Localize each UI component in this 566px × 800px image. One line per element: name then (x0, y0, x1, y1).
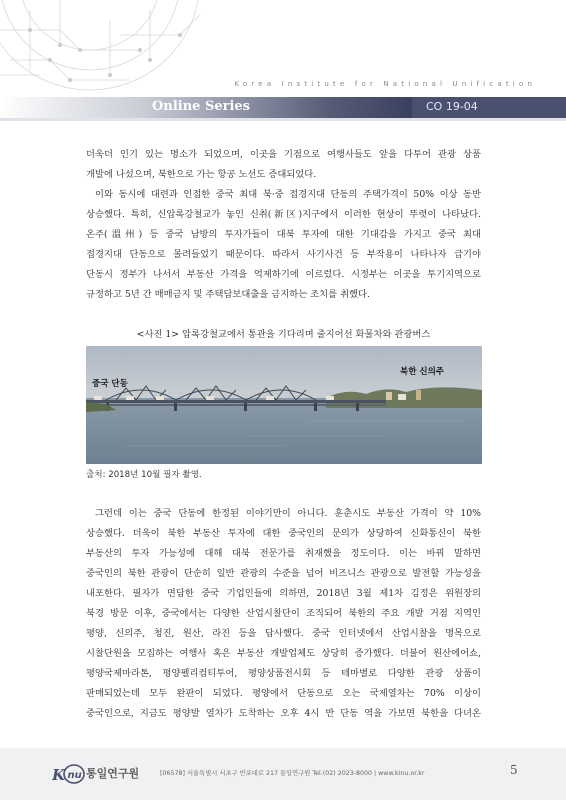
svg-text:nu: nu (67, 770, 82, 781)
institute-name: Korea Institute for National Unification (234, 79, 536, 88)
text-line: 이와 동시에 대련과 인접한 중국 최대 북·중 접경지대 단동의 주택가격이 50% 이상 동반 (95, 189, 481, 200)
text-line: 중국인으로, 지금도 평양발 열차가 도착하는 오후 4시 반 단동 역을 가보면 북한을 다녀온 (86, 708, 481, 719)
text-line: 그런데 이는 중국 단동에 한정된 이야기만이 아니다. 훈춘시도 부동산 가격이 약 10% (95, 508, 481, 519)
text-line: 상승했다. 더욱이 북한 부동산 투자에 대한 중국인의 문의가 상당하여 신화통신이 북한 (86, 528, 481, 539)
text-line: 북경 방문 이후, 중국에서는 다양한 산업시찰단이 조직되어 북한의 주요 개발 거점 지역인 (86, 608, 481, 619)
text-line: 평양, 신의주, 청진, 원산, 라진 등을 답사했다. 중국 인터넷에서 산업시찰을 명목으로 (86, 628, 481, 639)
institute-logo-text: 통일연구원 (86, 767, 140, 780)
figure-source: 출처: 2018년 10월 필자 촬영. (86, 470, 202, 480)
text-line: 단동시 정부가 나서서 부동산 가격을 억제하기에 이르렀다. 시정부는 이곳을 투기지역으로 (86, 269, 481, 280)
text-line: 규정하고 5년 간 매매금지 및 주택담보대출을 금지하는 조치를 취했다. (86, 289, 370, 300)
page-footer (0, 748, 566, 800)
series-banner (0, 97, 566, 118)
paragraph-1 (86, 145, 481, 185)
kinu-logo-icon (52, 763, 86, 785)
text-line: 상승했다. 특히, 신압록강철교가 놓인 신취(新区)지구에서 이러한 현상이 뚜렷이 나타났다. (86, 209, 481, 220)
text-line: 시찰단원을 모집하는 여행사 혹은 부동산 개발업체도 상당히 증가했다. 더불어 원산에어쇼, (86, 648, 481, 659)
text-line: 내포한다. 필자가 면담한 중국 기업인들에 의하면, 2018년 3월 제1차 김정은 위원장의 (86, 588, 481, 599)
text-line: 평양국제마라톤, 평양펠리컴티투어, 평양상품전시회 등 테마별로 다양한 관광 상품이 (86, 668, 481, 679)
photo-label-sinuiju: 북한 신의주 (400, 367, 445, 377)
text-line: 개발에 나섰으며, 북한으로 가는 항공 노선도 증대되었다. (86, 169, 317, 180)
svg-text:K: K (52, 766, 66, 784)
paragraph-3 (86, 504, 481, 724)
series-code: CO 19-04 (426, 100, 478, 113)
text-line: 판매되었는데 모두 완판이 되었다. 평양에서 단동으로 오는 국제열차는 70% 이상이 (86, 688, 481, 699)
page-header (0, 0, 566, 125)
page-number: 5 (510, 763, 518, 777)
series-banner-gradient (0, 97, 412, 118)
decorative-pattern-icon (0, 0, 220, 92)
text-line: 접경지대 단동으로 몰려들었기 때문이다. 따라서 사기사건 등 부작용이 나타나자 급기야 (86, 249, 481, 260)
text-line: 중국인의 북한 관광이 단순히 일반 관광의 수준을 넘어 비즈니스 관광으로 발전할 가능성을 (86, 568, 481, 579)
paragraph-2 (86, 185, 481, 305)
text-line: 더욱더 인기 있는 명소가 되었으며, 이곳을 기점으로 여행사들도 앞을 다투어 관광 상품 (86, 149, 481, 160)
text-line: 부동산의 투자 가능성에 대해 대북 전문가를 취재했을 정도이다. 이는 바꿔 말하면 (86, 548, 481, 559)
series-code-box (412, 97, 566, 118)
footer-address: [06578] 서울특별시 서초구 반포대로 217 통일연구원 Tel.(02) 2023-8000 | www.kinu.or.kr (160, 770, 425, 777)
photo-yalu-bridge (86, 346, 482, 464)
series-underline (0, 118, 566, 121)
series-title: Online Series (152, 99, 250, 114)
photo-label-dandong: 중국 단동 (92, 379, 128, 389)
text-line: 온주(溫州) 등 중국 남방의 투자가들이 대북 투자에 대한 기대감을 가지고 중국 최대 (86, 229, 481, 240)
figure-caption: <사진 1> 압록강철교에서 통관을 기다리며 줄지어선 화물차와 관광버스 (136, 329, 431, 340)
